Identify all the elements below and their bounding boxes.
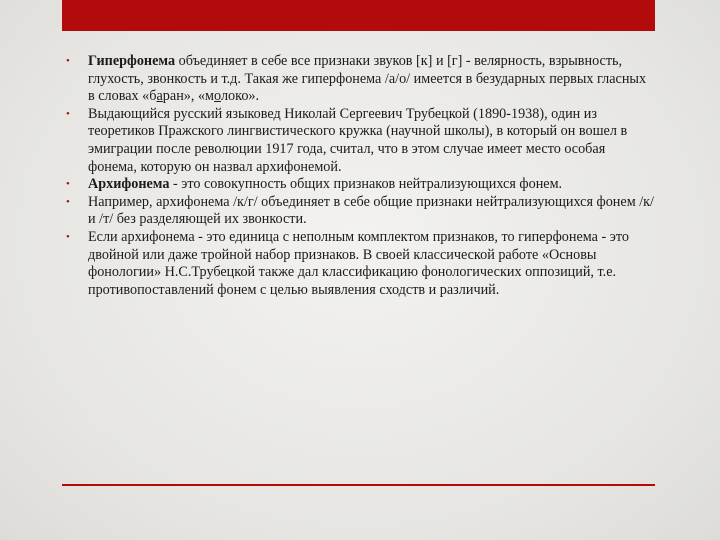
- bullet-icon: •: [66, 178, 70, 191]
- list-item: [66, 229, 656, 299]
- item-text: Если архифонема - это единица с неполным комплектом признаков, то гиперфонема - это двойной или даже тройной набор признаков. В своей классической работе «Основы фонологии» Н.С.Трубецкой также дал классификацию фонологических оппозиций, т.е. противопоставлений фонем с целью выявления сходств и различий.: [88, 228, 629, 298]
- item-text: ран», «м: [162, 88, 215, 105]
- bullet-list: [66, 53, 656, 299]
- bullet-icon: •: [66, 230, 70, 243]
- list-item: [66, 53, 656, 106]
- item-text: Выдающийся русский языковед Николай Сергеевич Трубецкой (1890-1938), один из теоретиков Пражского лингвистического кружка (научной школы), в который он вошел в эмиграции после революции 1917 года, считал, что в этом случае имеет место особая фонема, которую он назвал архифонемой.: [88, 105, 628, 175]
- top-accent-bar: [62, 0, 655, 31]
- term-hyperphoneme: Гиперфонема: [88, 53, 176, 69]
- stressed-letter: а: [156, 88, 163, 105]
- bottom-accent-line: [62, 484, 655, 486]
- item-text: локо».: [220, 88, 260, 105]
- list-item: [66, 106, 656, 176]
- stressed-letter: о: [214, 88, 221, 105]
- item-text: объединяет в себе все признаки звуков [к] и [г] - велярность, взрывность, глухость, звонкость и т.д. Такая же гиперфонема /а/о/ имеется в безударных первых гласных в словах «б: [88, 53, 647, 105]
- bullet-icon: •: [66, 195, 70, 208]
- item-text: Например, архифонема /к/г/ объединяет в себе общие признаки нейтрализующихся фонем /к/ и /т/ без разделяющей их звонкости.: [88, 193, 654, 228]
- slide-content: [66, 53, 656, 299]
- item-text: - это совокупность общих признаков нейтрализующихся фонем.: [169, 176, 563, 193]
- bullet-icon: •: [66, 55, 70, 67]
- term-archiphoneme: Архифонема: [88, 176, 170, 193]
- list-item: [66, 194, 656, 229]
- bullet-icon: •: [66, 107, 70, 120]
- list-item: [66, 176, 656, 194]
